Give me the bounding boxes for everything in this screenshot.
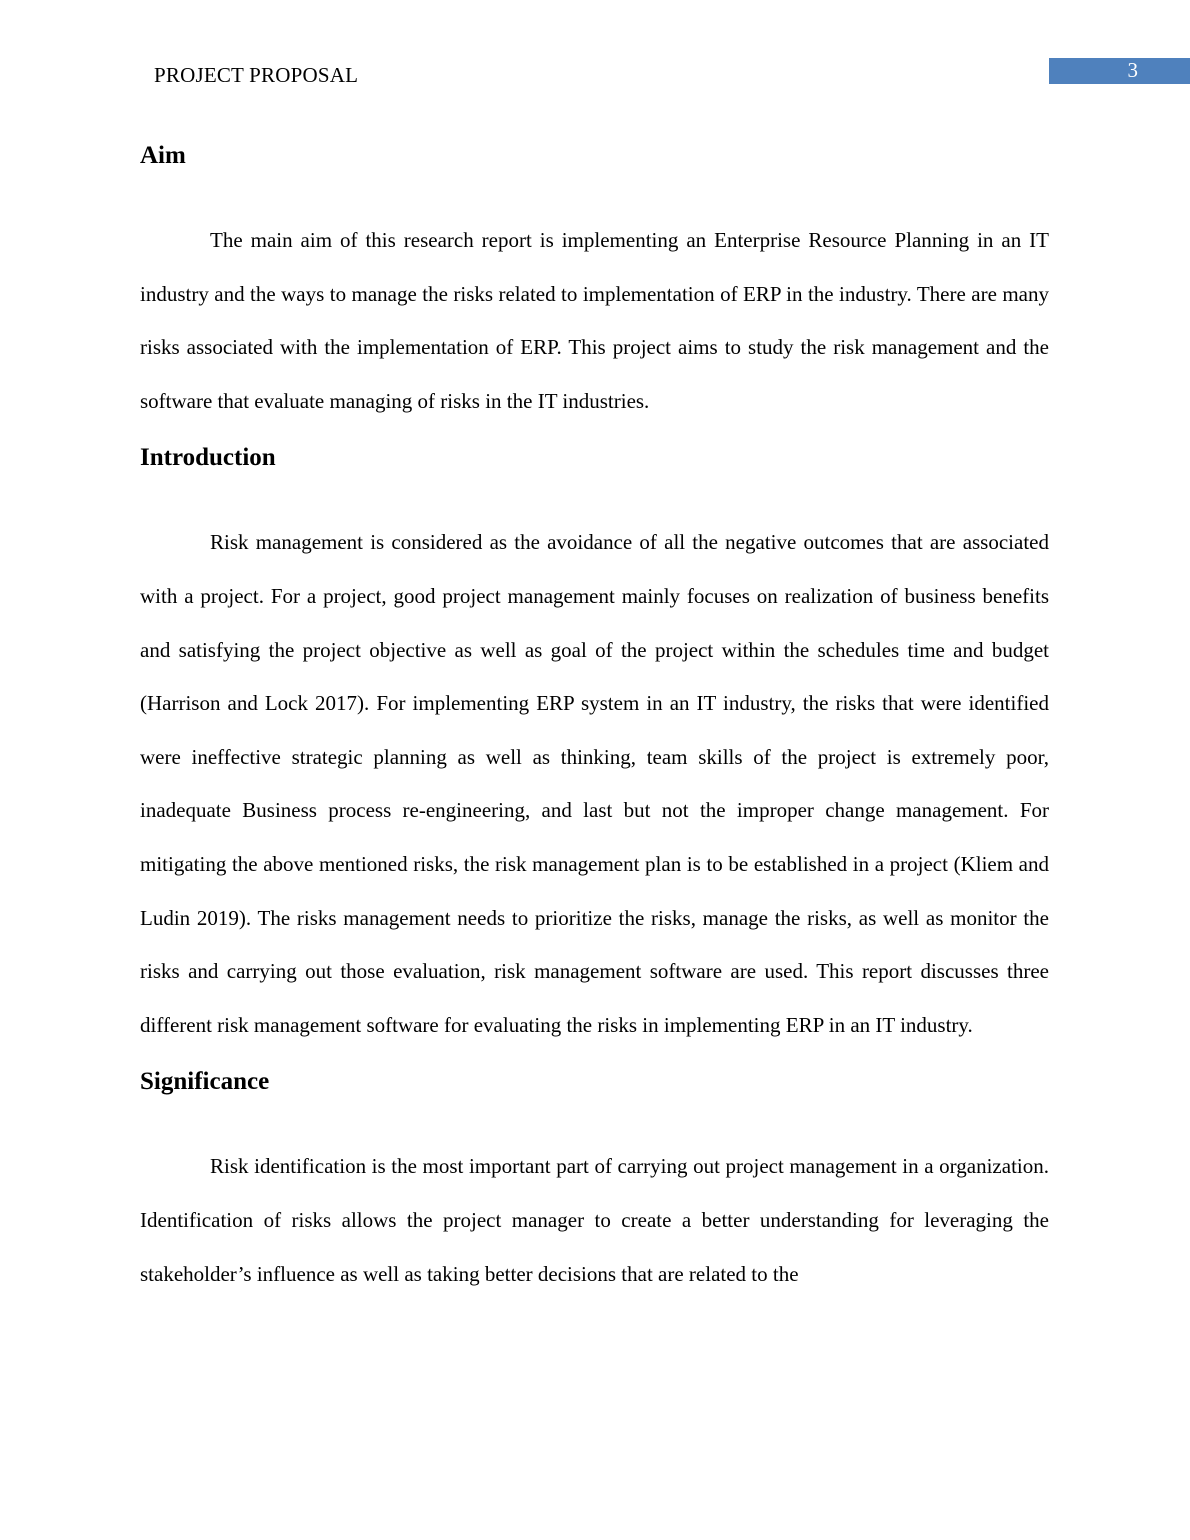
- heading-aim: Aim: [140, 142, 186, 169]
- paragraph-aim: The main aim of this research report is implementing an Enterprise Resource Planning in an IT industry and the ways to manage the risks related to implementation of ERP in the industry. There are many risks associated with the implementation of ERP. This project aims to study the risk management and the software that evaluate managing of risks in the IT industries.: [140, 228, 1049, 413]
- page-number: 3: [1127, 58, 1138, 82]
- document-body: [140, 136, 1049, 1301]
- paragraph-introduction: Risk management is considered as the avoidance of all the negative outcomes that are associated with a project. For a project, good project management mainly focuses on realization of business benefits and satisfying the project objective as well as goal of the project within the schedules time and budget (Harrison and Lock 2017). For implementing ERP system in an IT industry, the risks that were identified were ineffective strategic planning as well as thinking, team skills of the project is extremely poor, inadequate Business process re-engineering, and last but not the improper change management. For mitigating the above mentioned risks, the risk management plan is to be established in a project (Kliem and Ludin 2019). The risks management needs to prioritize the risks, manage the risks, as well as monitor the risks and carrying out those evaluation, risk management software are used. This report discusses three different risk management software for evaluating the risks in implementing ERP in an IT industry.: [140, 530, 1049, 1037]
- running-head: PROJECT PROPOSAL: [154, 63, 359, 87]
- heading-significance: Significance: [140, 1068, 270, 1096]
- paragraph-significance: Risk identification is the most important part of carrying out project management in a organization. Identification of risks allows the project manager to create a better understanding for leveraging the stakeholder’s influence as well as taking better decisions that are related to the: [140, 1154, 1049, 1286]
- heading-introduction: Introduction: [140, 444, 276, 472]
- page-number-box: [1049, 58, 1190, 84]
